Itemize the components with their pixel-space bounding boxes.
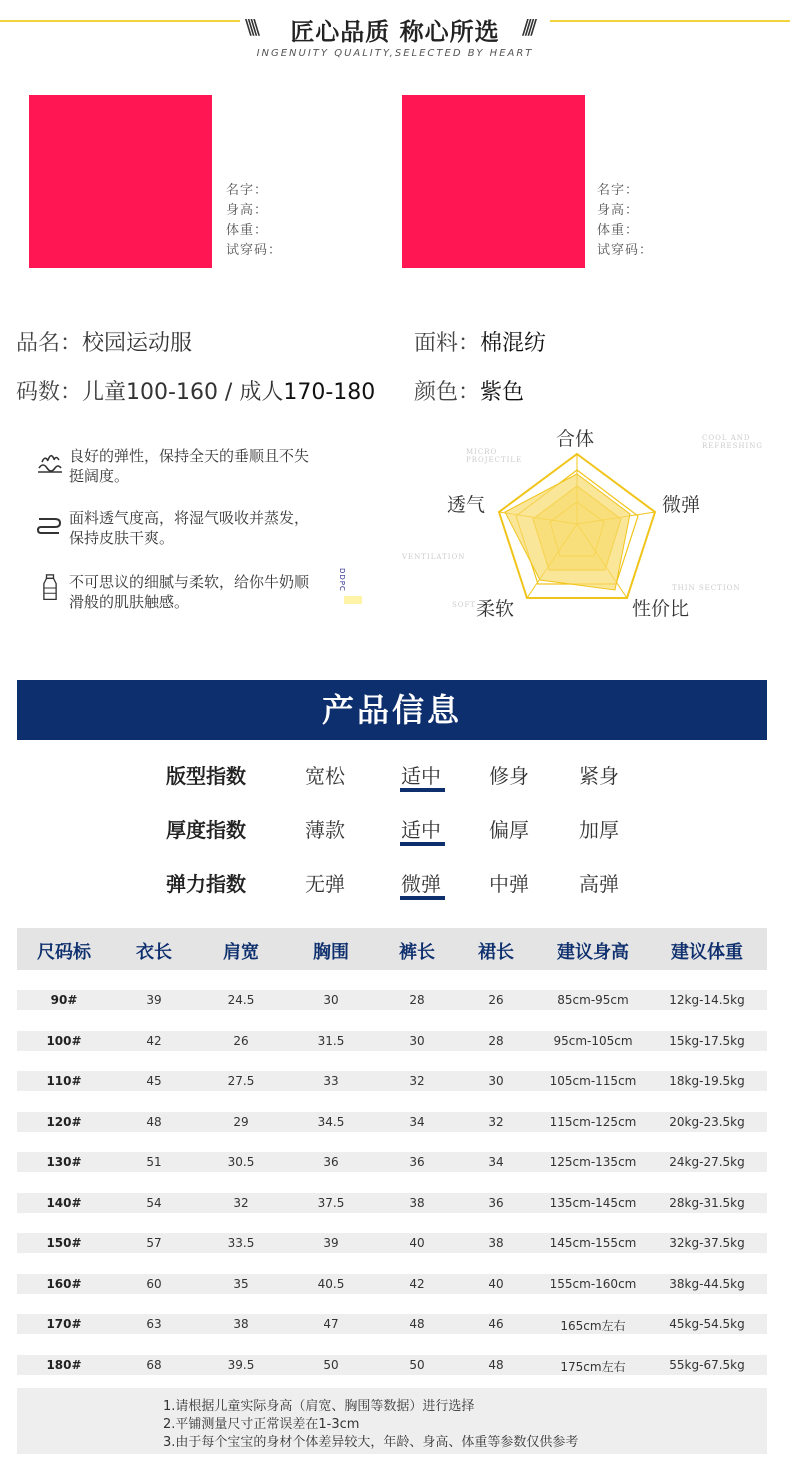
table-cell: 46: [488, 1317, 504, 1331]
table-cell: 54: [146, 1196, 162, 1210]
table-cell: 40: [488, 1277, 504, 1291]
header-slash-right: ////: [522, 15, 533, 39]
model-size-label: 试穿码：: [226, 243, 283, 258]
table-cell: 32: [409, 1074, 425, 1088]
model-height-label: 身高：: [226, 203, 269, 218]
table-cell: 40: [409, 1236, 425, 1250]
table-cell: 150#: [46, 1236, 82, 1250]
table-cell: 90#: [50, 993, 78, 1007]
table-cell: 170#: [46, 1317, 82, 1331]
col-header: 裤长: [399, 942, 435, 963]
table-cell: 38kg-44.5kg: [669, 1277, 745, 1291]
table-cell: 100#: [46, 1034, 82, 1048]
table-cell: 60: [146, 1277, 162, 1291]
radar-label-fit: 合体: [556, 428, 595, 450]
feature-breathable: [36, 508, 316, 552]
spec-value: 棉混纺: [480, 331, 547, 356]
spec-value-adult: 170-180: [283, 380, 376, 405]
table-cell: 24.5: [227, 993, 255, 1007]
index-option: 偏厚: [489, 818, 529, 842]
table-cell: 135cm-145cm: [549, 1196, 637, 1210]
feature-soft: [36, 572, 316, 616]
radar-label-breathable: 透气: [447, 494, 486, 516]
milk-bottle-icon: [36, 574, 64, 602]
table-cell: 38: [409, 1196, 425, 1210]
table-cell: 105cm-115cm: [549, 1074, 637, 1088]
table-cell: 110#: [46, 1074, 82, 1088]
table-cell: 57: [146, 1236, 162, 1250]
table-cell: 50: [323, 1358, 339, 1372]
table-cell: 145cm-155cm: [549, 1236, 637, 1250]
index-selected-marker: [400, 842, 445, 846]
col-header: 衣长: [136, 942, 172, 963]
table-cell: 27.5: [227, 1074, 255, 1088]
index-row-thickness: [0, 808, 790, 848]
table-cell: 29: [233, 1115, 249, 1129]
table-row: [17, 1233, 767, 1253]
spec-label: 面料：: [414, 331, 481, 356]
radar-ghost-text: SOFT: [452, 601, 477, 609]
table-row: [17, 1355, 767, 1375]
table-row: [17, 990, 767, 1010]
table-cell: 55kg-67.5kg: [669, 1358, 745, 1372]
index-selected-marker: [400, 896, 445, 900]
table-cell: 155cm-160cm: [549, 1277, 637, 1291]
table-cell: 30: [323, 993, 339, 1007]
spec-label: 码数：: [16, 380, 83, 405]
index-option: 修身: [489, 764, 529, 788]
table-row: [17, 1193, 767, 1213]
feature-text: 不可思议的细腻与柔软，给你牛奶顺滑般的肌肤触感。: [69, 573, 310, 611]
table-cell: 24kg-27.5kg: [669, 1155, 745, 1169]
table-cell: 33.5: [227, 1236, 255, 1250]
note-item: 1.请根据儿童实际身高（肩宽、胸围等数据）进行选择: [163, 1399, 475, 1414]
table-cell: 42: [146, 1034, 162, 1048]
header-slash-left: \\\\: [245, 15, 256, 39]
model-name-label: 名字：: [597, 183, 640, 198]
table-cell: 15kg-17.5kg: [669, 1034, 745, 1048]
table-cell: 30.5: [227, 1155, 255, 1169]
index-option: 无弹: [305, 872, 345, 896]
model-info: [226, 181, 282, 261]
table-cell: 39.5: [227, 1358, 255, 1372]
table-cell: 20kg-23.5kg: [669, 1115, 745, 1129]
col-header: 建议身高: [557, 942, 629, 963]
feature-text: 良好的弹性，保持全天的垂顺且不失挺阔度。: [69, 447, 310, 485]
table-cell: 26: [488, 993, 504, 1007]
index-option: 加厚: [579, 818, 619, 842]
index-option: 薄款: [305, 818, 345, 842]
table-cell: 30: [409, 1034, 425, 1048]
table-cell: 33: [323, 1074, 339, 1088]
index-name: 弹力指数: [166, 872, 246, 896]
table-row: [17, 1274, 767, 1294]
table-cell: 32: [233, 1196, 249, 1210]
size-table-header: [17, 928, 767, 970]
table-cell: 68: [146, 1358, 162, 1372]
table-cell: 45kg-54.5kg: [669, 1317, 745, 1331]
wave-hand-icon: [36, 448, 64, 476]
airflow-icon: [36, 510, 64, 538]
table-cell: 115cm-125cm: [549, 1115, 637, 1129]
model-height-label: 身高：: [597, 203, 640, 218]
spec-label: 品名：: [16, 331, 83, 356]
table-row: [17, 1152, 767, 1172]
spec-value: 儿童100-160 / 成人: [82, 380, 284, 405]
radar-ghost-text: THIN SECTION: [672, 584, 741, 592]
table-cell: 32: [488, 1115, 504, 1129]
col-header: 尺码标: [37, 942, 91, 963]
index-option-selected: 适中: [401, 818, 441, 842]
model-size-label: 试穿码：: [597, 243, 654, 258]
table-cell: 38: [488, 1236, 504, 1250]
table-cell: 36: [323, 1155, 339, 1169]
radar-label-soft: 柔软: [476, 598, 515, 620]
spec-value: 紫色: [480, 380, 525, 405]
table-cell: 30: [488, 1074, 504, 1088]
index-option-selected: 微弹: [401, 872, 441, 896]
table-cell: 38: [233, 1317, 249, 1331]
fabric-radar: [400, 420, 790, 630]
table-cell: 37.5: [317, 1196, 345, 1210]
radar-label-stretch: 微弹: [662, 494, 701, 516]
table-cell: 48: [409, 1317, 425, 1331]
table-cell: 175cm左右: [560, 1360, 626, 1374]
table-cell: 28: [488, 1034, 504, 1048]
table-row: [17, 1314, 767, 1334]
table-cell: 40.5: [317, 1277, 345, 1291]
model-photo: [29, 95, 212, 268]
index-option: 高弹: [579, 872, 619, 896]
table-cell: 125cm-135cm: [549, 1155, 637, 1169]
index-name: 版型指数: [166, 764, 246, 788]
table-cell: 48: [146, 1115, 162, 1129]
table-cell: 47: [323, 1317, 339, 1331]
table-cell: 36: [488, 1196, 504, 1210]
ddpc-mark-bar: [344, 596, 362, 604]
radar-label-value: 性价比: [632, 598, 690, 620]
table-cell: 45: [146, 1074, 162, 1088]
index-row-fit: [0, 754, 790, 794]
table-cell: 42: [409, 1277, 425, 1291]
table-cell: 48: [488, 1358, 504, 1372]
table-cell: 18kg-19.5kg: [669, 1074, 745, 1088]
table-cell: 35: [233, 1277, 249, 1291]
radar-chart: [400, 420, 790, 630]
ddpc-mark: DDPC: [338, 568, 346, 592]
header-subtitle: INGENUITY QUALITY,SELECTED BY HEART: [256, 48, 534, 59]
index-option: 宽松: [305, 764, 345, 788]
page-header: [0, 0, 790, 70]
index-selected-marker: [400, 788, 445, 792]
table-cell: 36: [409, 1155, 425, 1169]
spec-size-range: [16, 375, 375, 406]
product-info-banner: 产品信息: [17, 680, 767, 740]
model-weight-label: 体重：: [226, 223, 269, 238]
table-cell: 39: [146, 993, 162, 1007]
model-info: [597, 181, 653, 261]
model-photo: [402, 95, 585, 268]
spec-color: [414, 375, 524, 406]
table-cell: 39: [323, 1236, 339, 1250]
spec-value: 校园运动服: [82, 331, 193, 356]
radar-ghost-text: COOL AND REFRESHING: [702, 434, 763, 450]
table-cell: 34: [488, 1155, 504, 1169]
index-option: 紧身: [579, 764, 619, 788]
index-option: 中弹: [489, 872, 529, 896]
header-title: 匠心品质 称心所选: [290, 17, 500, 46]
model-name-label: 名字：: [226, 183, 269, 198]
table-cell: 34.5: [317, 1115, 345, 1129]
col-header: 肩宽: [223, 942, 259, 963]
col-header: 胸围: [313, 942, 349, 963]
table-cell: 130#: [46, 1155, 82, 1169]
table-cell: 51: [146, 1155, 162, 1169]
table-cell: 165cm左右: [560, 1319, 626, 1333]
table-cell: 34: [409, 1115, 425, 1129]
table-cell: 95cm-105cm: [553, 1034, 633, 1048]
col-header: 建议体重: [671, 942, 743, 963]
index-name: 厚度指数: [166, 818, 246, 842]
table-row: [17, 1071, 767, 1091]
table-cell: 28: [409, 993, 425, 1007]
index-row-elasticity: [0, 862, 790, 902]
spec-label: 颜色：: [414, 380, 481, 405]
table-cell: 180#: [46, 1358, 82, 1372]
table-cell: 12kg-14.5kg: [669, 993, 745, 1007]
table-cell: 63: [146, 1317, 162, 1331]
table-cell: 85cm-95cm: [557, 993, 629, 1007]
note-item: 2.平铺测量尺寸正常误差在1-3cm: [163, 1417, 360, 1432]
table-cell: 160#: [46, 1277, 82, 1291]
table-cell: 31.5: [317, 1034, 345, 1048]
feature-text: 面料透气度高，将湿气吸收并蒸发，保持皮肤干爽。: [69, 509, 310, 547]
table-cell: 26: [233, 1034, 249, 1048]
table-cell: 140#: [46, 1196, 82, 1210]
radar-ghost-text: VENTILATION: [402, 553, 466, 561]
table-cell: 50: [409, 1358, 425, 1372]
index-option-selected: 适中: [401, 764, 441, 788]
table-cell: 28kg-31.5kg: [669, 1196, 745, 1210]
table-cell: 120#: [46, 1115, 82, 1129]
feature-elasticity: [36, 446, 316, 490]
size-notes: [17, 1388, 767, 1454]
table-row: [17, 1031, 767, 1051]
radar-ghost-text: MICRO PROJECTILE: [466, 448, 523, 464]
table-cell: 32kg-37.5kg: [669, 1236, 745, 1250]
spec-fabric: [414, 326, 546, 357]
col-header: 裙长: [478, 942, 514, 963]
spec-product-name: [16, 326, 192, 357]
note-item: 3.由于每个宝宝的身材个体差异较大，年龄、身高、体重等参数仅供参考: [163, 1435, 579, 1450]
table-row: [17, 1112, 767, 1132]
model-weight-label: 体重：: [597, 223, 640, 238]
